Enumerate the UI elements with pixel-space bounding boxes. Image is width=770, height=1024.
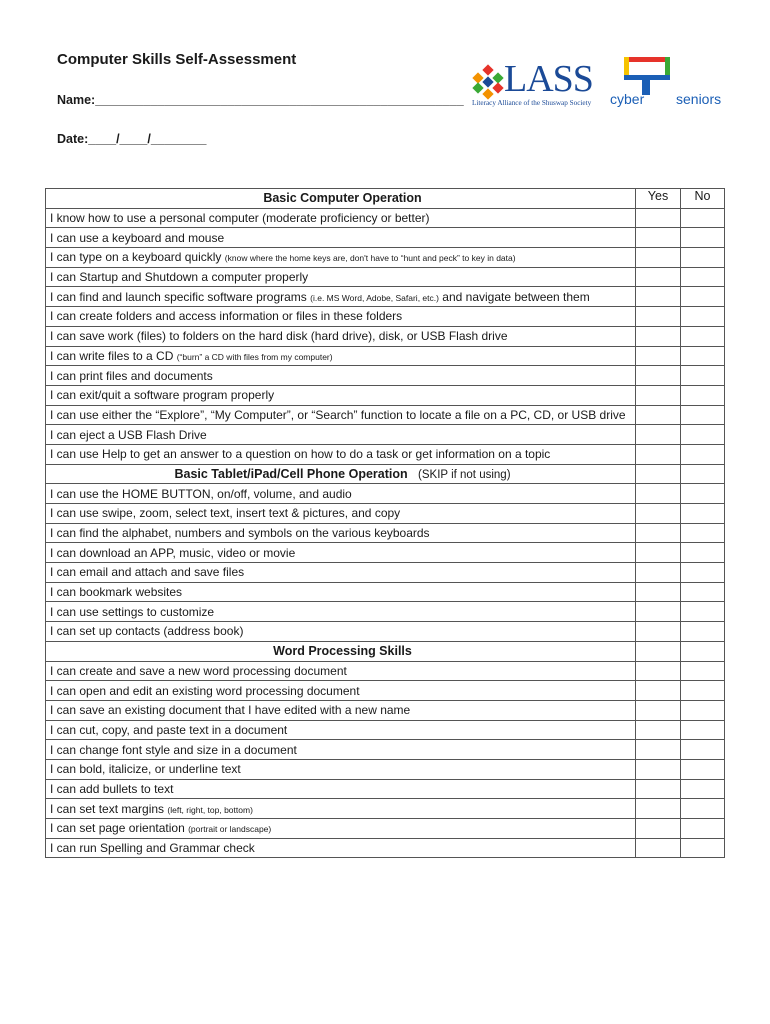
- yes-checkbox-cell[interactable]: [636, 582, 681, 602]
- skill-row: [46, 287, 725, 307]
- skill-row: [46, 720, 725, 740]
- no-checkbox-cell[interactable]: [681, 582, 725, 602]
- yes-checkbox-cell[interactable]: [636, 779, 681, 799]
- skill-statement: [46, 307, 636, 327]
- no-checkbox-cell[interactable]: [681, 484, 725, 504]
- skill-row: [46, 759, 725, 779]
- skill-statement: [46, 326, 636, 346]
- no-checkbox-cell[interactable]: [681, 838, 725, 858]
- no-checkbox-cell[interactable]: [681, 326, 725, 346]
- yes-checkbox-cell[interactable]: [636, 385, 681, 405]
- skill-text: I can write files to a CD: [50, 348, 177, 363]
- skill-statement: [46, 208, 636, 228]
- no-checkbox-cell[interactable]: [681, 444, 725, 464]
- yes-checkbox-cell[interactable]: [636, 228, 681, 248]
- skill-statement: [46, 720, 636, 740]
- skill-text: I can Startup and Shutdown a computer properly: [50, 270, 309, 285]
- skill-row: [46, 484, 725, 504]
- no-checkbox-cell[interactable]: [681, 366, 725, 386]
- skill-row: [46, 700, 725, 720]
- skill-text: I can change font style and size in a document: [50, 742, 297, 757]
- yes-checkbox-cell[interactable]: [636, 759, 681, 779]
- skill-text: I can download an APP, music, video or movie: [50, 545, 296, 560]
- no-checkbox-cell[interactable]: [681, 405, 725, 425]
- skill-text: I can use the HOME BUTTON, on/off, volume, and audio: [50, 486, 352, 501]
- skill-row: [46, 819, 725, 839]
- skill-text-continued: and navigate between them: [438, 289, 590, 304]
- section-title-text: Basic Computer Operation: [263, 191, 422, 206]
- section-title: [46, 641, 636, 661]
- lass-logo: [470, 58, 598, 112]
- yes-checkbox-cell[interactable]: [636, 819, 681, 839]
- skill-statement: [46, 681, 636, 701]
- no-cell: [681, 464, 725, 484]
- skip-note: (SKIP if not using): [418, 468, 511, 481]
- skill-statement: [46, 543, 636, 563]
- skill-text: I can bold, italicize, or underline text: [50, 762, 241, 777]
- skill-text: I can use a keyboard and mouse: [50, 230, 225, 245]
- skill-statement: [46, 248, 636, 268]
- skill-text: I can exit/quit a software program properly: [50, 388, 275, 403]
- cyber-seniors-logo: [606, 55, 726, 113]
- skill-statement: [46, 366, 636, 386]
- yes-checkbox-cell[interactable]: [636, 622, 681, 642]
- yes-checkbox-cell[interactable]: [636, 523, 681, 543]
- skill-text: I can create and save a new word processing document: [50, 663, 347, 678]
- no-checkbox-cell[interactable]: [681, 425, 725, 445]
- skill-text: I can save work (files) to folders on the hard disk (hard drive), disk, or USB Flash drive: [50, 329, 508, 344]
- skill-statement: [46, 838, 636, 858]
- skill-text: I can print files and documents: [50, 368, 213, 383]
- yes-checkbox-cell[interactable]: [636, 444, 681, 464]
- skill-row: [46, 385, 725, 405]
- section-title: [46, 464, 636, 484]
- no-checkbox-cell[interactable]: [681, 759, 725, 779]
- yes-checkbox-cell[interactable]: [636, 602, 681, 622]
- skill-statement: [46, 267, 636, 287]
- lass-subtitle: Literacy Alliance of the Shuswap Society: [472, 99, 592, 107]
- skill-row: [46, 779, 725, 799]
- skill-text: I can open and edit an existing word processing document: [50, 683, 360, 698]
- skill-row: [46, 582, 725, 602]
- skill-row: [46, 681, 725, 701]
- yes-cell: [636, 641, 681, 661]
- yes-checkbox-cell[interactable]: [636, 484, 681, 504]
- skill-text: I can set text margins: [50, 801, 168, 816]
- skill-text: I know how to use a personal computer (moderate proficiency or better): [50, 211, 430, 226]
- no-checkbox-cell[interactable]: [681, 248, 725, 268]
- skill-text: I can use settings to customize: [50, 604, 215, 619]
- yes-checkbox-cell[interactable]: [636, 346, 681, 366]
- no-checkbox-cell[interactable]: [681, 208, 725, 228]
- skill-row: [46, 405, 725, 425]
- cyber-word: cyber: [610, 91, 645, 107]
- no-checkbox-cell[interactable]: [681, 602, 725, 622]
- skill-statement: [46, 405, 636, 425]
- yes-checkbox-cell[interactable]: [636, 248, 681, 268]
- section-title-text: Basic Tablet/iPad/Cell Phone Operation: [174, 466, 408, 481]
- skill-row: [46, 563, 725, 583]
- yes-checkbox-cell[interactable]: [636, 681, 681, 701]
- yes-checkbox-cell[interactable]: [636, 326, 681, 346]
- no-checkbox-cell[interactable]: [681, 346, 725, 366]
- no-checkbox-cell[interactable]: [681, 720, 725, 740]
- section-title: [46, 189, 636, 209]
- section-title-text: Word Processing Skills: [273, 644, 412, 659]
- skill-row: [46, 346, 725, 366]
- page-title: Computer Skills Self-Assessment: [57, 51, 297, 68]
- skill-text: I can bookmark websites: [50, 585, 183, 600]
- no-checkbox-cell[interactable]: [681, 385, 725, 405]
- yes-checkbox-cell[interactable]: [636, 267, 681, 287]
- yes-checkbox-cell[interactable]: [636, 838, 681, 858]
- no-checkbox-cell[interactable]: [681, 543, 725, 563]
- section-header-row: [46, 464, 725, 484]
- skill-text: I can use either the “Explore”, “My Computer”, or “Search” function to locate a file on a PC, CD, or USB drive: [50, 407, 626, 422]
- skill-text: I can find and launch specific software programs: [50, 289, 311, 304]
- yes-checkbox-cell[interactable]: [636, 208, 681, 228]
- skill-text: I can set up contacts (address book): [50, 624, 244, 639]
- skill-text: I can set page orientation: [50, 821, 189, 836]
- no-checkbox-cell[interactable]: [681, 504, 725, 524]
- no-checkbox-cell[interactable]: [681, 228, 725, 248]
- skill-row: [46, 543, 725, 563]
- skill-row: [46, 838, 725, 858]
- skill-statement: [46, 385, 636, 405]
- skill-statement: [46, 779, 636, 799]
- section-header-row: [46, 641, 725, 661]
- skill-text: I can use swipe, zoom, select text, insert text & pictures, and copy: [50, 506, 401, 521]
- skill-row: [46, 661, 725, 681]
- skill-row: [46, 504, 725, 524]
- yes-column-header: Yes: [636, 189, 681, 209]
- yes-checkbox-cell[interactable]: [636, 661, 681, 681]
- skill-statement: [46, 700, 636, 720]
- no-checkbox-cell[interactable]: [681, 307, 725, 327]
- skill-row: [46, 366, 725, 386]
- no-checkbox-cell[interactable]: [681, 523, 725, 543]
- skill-text: I can create folders and access information or files in these folders: [50, 309, 403, 324]
- skill-statement: [46, 759, 636, 779]
- seniors-word: seniors: [676, 91, 722, 107]
- skill-note: (i.e. MS Word, Adobe, Safari, etc.): [310, 292, 439, 303]
- skill-text: I can use Help to get an answer to a question on how to do a task or get information on a topic: [50, 447, 551, 462]
- skill-row: [46, 444, 725, 464]
- lass-wordmark: LASS: [504, 58, 593, 100]
- lass-star-icon: [470, 64, 506, 100]
- no-checkbox-cell[interactable]: [681, 563, 725, 583]
- skill-statement: [46, 228, 636, 248]
- skill-text: I can save an existing document that I have edited with a new name: [50, 703, 411, 718]
- no-checkbox-cell[interactable]: [681, 661, 725, 681]
- no-checkbox-cell[interactable]: [681, 681, 725, 701]
- yes-checkbox-cell[interactable]: [636, 700, 681, 720]
- skill-text: I can add bullets to text: [50, 781, 174, 796]
- no-checkbox-cell[interactable]: [681, 740, 725, 760]
- skill-row: [46, 740, 725, 760]
- yes-checkbox-cell[interactable]: [636, 366, 681, 386]
- no-checkbox-cell[interactable]: [681, 267, 725, 287]
- name-field[interactable]: Name:_____________________________________________________: [57, 93, 464, 107]
- no-checkbox-cell[interactable]: [681, 700, 725, 720]
- skill-text: I can eject a USB Flash Drive: [50, 427, 207, 442]
- no-column-header: No: [681, 189, 725, 209]
- skill-row: [46, 425, 725, 445]
- skill-statement: [46, 563, 636, 583]
- no-checkbox-cell[interactable]: [681, 819, 725, 839]
- yes-checkbox-cell[interactable]: [636, 740, 681, 760]
- skill-statement: [46, 484, 636, 504]
- skill-text: I can cut, copy, and paste text in a document: [50, 722, 288, 737]
- skill-row: [46, 208, 725, 228]
- skill-statement: [46, 740, 636, 760]
- skill-text: I can email and attach and save files: [50, 565, 245, 580]
- skill-row: [46, 228, 725, 248]
- skill-statement: [46, 444, 636, 464]
- yes-checkbox-cell[interactable]: [636, 563, 681, 583]
- skill-row: [46, 602, 725, 622]
- skill-row: [46, 267, 725, 287]
- skill-text: I can find the alphabet, numbers and symbols on the various keyboards: [50, 526, 430, 541]
- no-cell: [681, 641, 725, 661]
- yes-checkbox-cell[interactable]: [636, 504, 681, 524]
- skill-statement: [46, 819, 636, 839]
- skill-statement: [46, 504, 636, 524]
- skill-row: [46, 523, 725, 543]
- skill-statement: [46, 523, 636, 543]
- skill-statement: [46, 799, 636, 819]
- assessment-table: [45, 188, 725, 858]
- yes-checkbox-cell[interactable]: [636, 720, 681, 740]
- date-field[interactable]: Date:____/____/________: [57, 132, 207, 146]
- no-checkbox-cell[interactable]: [681, 287, 725, 307]
- skill-statement: [46, 661, 636, 681]
- skill-statement: [46, 602, 636, 622]
- yes-checkbox-cell[interactable]: [636, 307, 681, 327]
- skill-note: (“burn” a CD with files from my computer): [176, 351, 333, 362]
- yes-cell: [636, 464, 681, 484]
- skill-note: (portrait or landscape): [188, 824, 272, 835]
- skill-note: (left, right, top, bottom): [167, 804, 253, 815]
- skill-row: [46, 326, 725, 346]
- yes-checkbox-cell[interactable]: [636, 425, 681, 445]
- skill-statement: [46, 425, 636, 445]
- skill-row: [46, 248, 725, 268]
- skill-statement: [46, 287, 636, 307]
- skill-text: I can run Spelling and Grammar check: [50, 841, 255, 856]
- yes-checkbox-cell[interactable]: [636, 405, 681, 425]
- no-checkbox-cell[interactable]: [681, 799, 725, 819]
- yes-checkbox-cell[interactable]: [636, 799, 681, 819]
- no-checkbox-cell[interactable]: [681, 622, 725, 642]
- skill-text: I can type on a keyboard quickly: [50, 250, 225, 265]
- skill-row: [46, 799, 725, 819]
- no-checkbox-cell[interactable]: [681, 779, 725, 799]
- skill-statement: [46, 622, 636, 642]
- yes-checkbox-cell[interactable]: [636, 543, 681, 563]
- section-header-row: [46, 189, 725, 209]
- skill-note: (know where the home keys are, don't have to “hunt and peck” to key in data): [224, 253, 516, 264]
- skill-row: [46, 307, 725, 327]
- skill-statement: [46, 346, 636, 366]
- skill-row: [46, 622, 725, 642]
- yes-checkbox-cell[interactable]: [636, 287, 681, 307]
- skill-statement: [46, 582, 636, 602]
